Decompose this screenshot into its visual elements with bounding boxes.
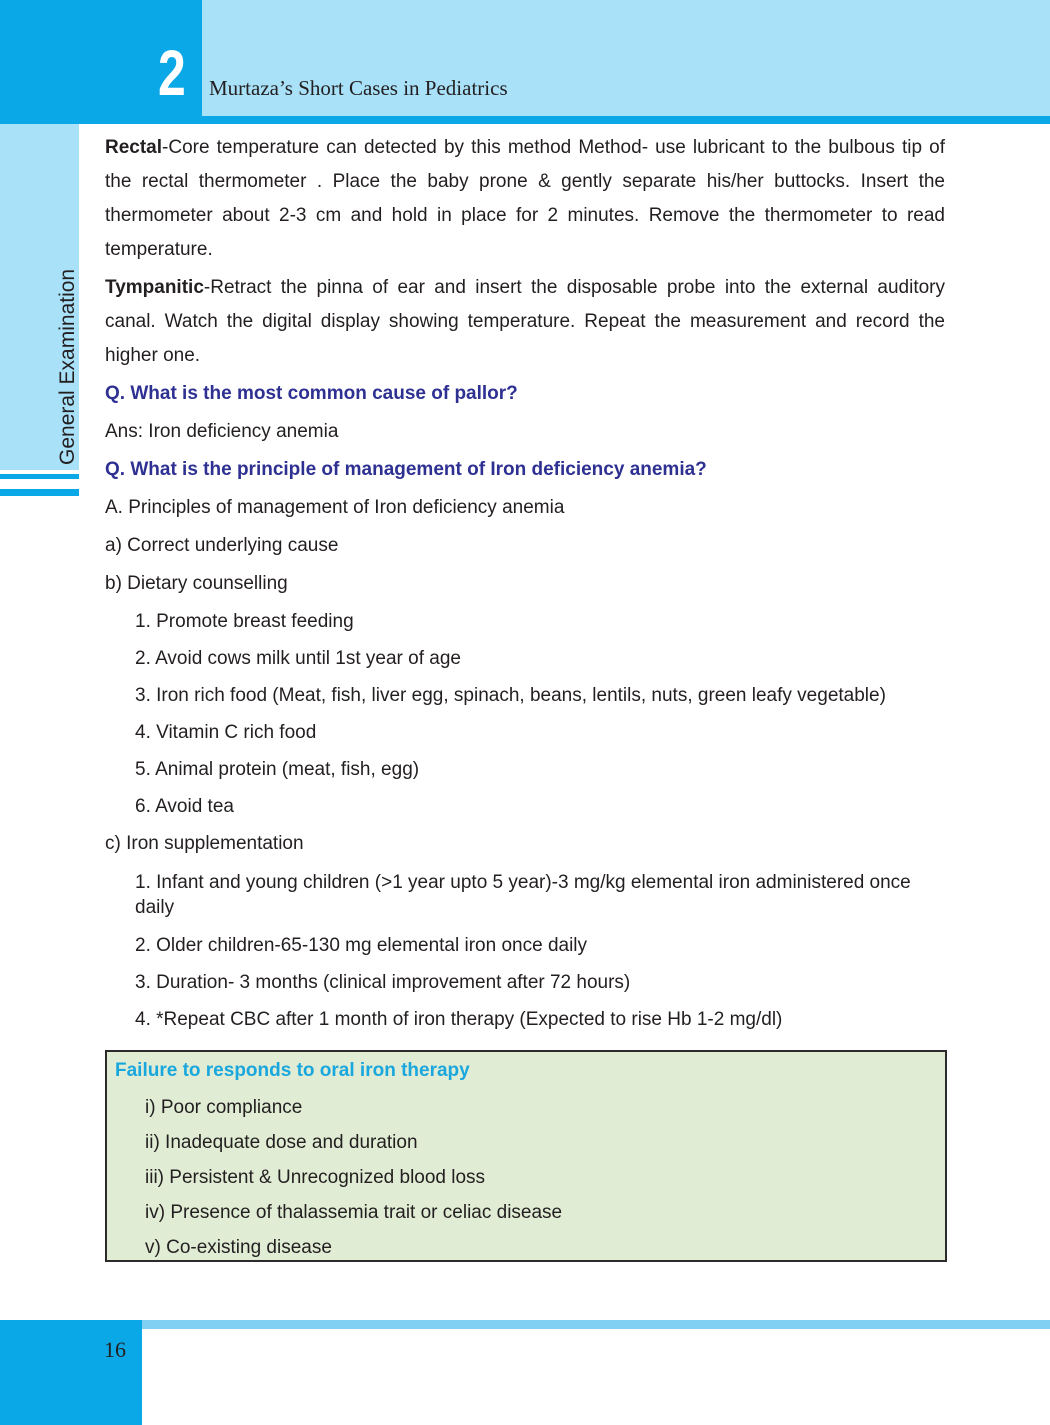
rectal-term: Rectal (105, 137, 163, 158)
list-item: 4. Vitamin C rich food (135, 722, 317, 743)
list-item: 2. Avoid cows milk until 1st year of age (135, 648, 461, 669)
list-item: 5. Animal protein (meat, fish, egg) (135, 759, 420, 780)
footer-block (0, 1320, 142, 1425)
section-a: a) Correct underlying cause (105, 535, 339, 556)
list-item: ii) Inadequate dose and duration (145, 1132, 418, 1153)
tympanitic-term: Tympanitic (105, 277, 204, 298)
main-content (105, 131, 945, 1040)
book-title: Murtaza’s Short Cases in Pediatrics (209, 76, 508, 100)
failure-box-title: Failure to responds to oral iron therapy (115, 1060, 470, 1081)
question-pallor: Q. What is the most common cause of pallor? (105, 383, 518, 404)
failure-box-list (145, 1090, 562, 1265)
list-item: 4. *Repeat CBC after 1 month of iron therapy (Expected to rise Hb 1-2 mg/dl) (135, 1009, 783, 1030)
footer-rule (142, 1320, 1050, 1329)
tympanitic-paragraph (105, 271, 945, 373)
question-management: Q. What is the principle of management of Iron deficiency anemia? (105, 459, 707, 480)
list-item: 3. Duration- 3 months (clinical improvement after 72 hours) (135, 972, 631, 993)
rectal-text: -Core temperature can detected by this method Method- use lubricant to the bulbous tip of the rectal thermometer . Place the baby prone & gently separate his/her buttocks. Insert the thermometer about 2-3 cm and hold in place for 2 minutes. Remove the thermometer to read temperature. (105, 137, 945, 260)
chapter-number: 2 (158, 37, 186, 109)
answer-pallor: Ans: Iron deficiency anemia (105, 421, 339, 442)
list-item: 3. Iron rich food (Meat, fish, liver egg, spinach, beans, lentils, nuts, green leafy vegetable) (135, 685, 886, 706)
answer-intro: A. Principles of management of Iron deficiency anemia (105, 497, 565, 518)
list-item: 6. Avoid tea (135, 796, 234, 817)
list-item: i) Poor compliance (145, 1097, 303, 1118)
page-number: 16 (104, 1337, 126, 1362)
side-tab-rule (0, 474, 79, 479)
section-c-heading: c) Iron supplementation (105, 833, 304, 854)
side-tab-rule (0, 489, 79, 496)
list-item: iii) Persistent & Unrecognized blood loss (145, 1167, 486, 1188)
list-item: iv) Presence of thalassemia trait or celiac disease (145, 1202, 563, 1223)
list-item: 1. Promote breast feeding (135, 611, 354, 632)
list-item: 1. Infant and young children (>1 year upto 5 year)-3 mg/kg elemental iron administered once daily (135, 872, 911, 918)
list-item: v) Co-existing disease (145, 1237, 332, 1258)
tympanitic-text: -Retract the pinna of ear and insert the disposable probe into the external auditory canal. Watch the digital display showing temperature. Repeat the measurement and record the higher one. (105, 277, 945, 366)
header-rule (0, 116, 1050, 124)
rectal-paragraph (105, 131, 945, 267)
failure-box (105, 1050, 947, 1262)
list-item: 2. Older children-65-130 mg elemental iron once daily (135, 935, 588, 956)
section-b-heading: b) Dietary counselling (105, 573, 288, 594)
side-tab-label: General Examination (56, 268, 79, 465)
